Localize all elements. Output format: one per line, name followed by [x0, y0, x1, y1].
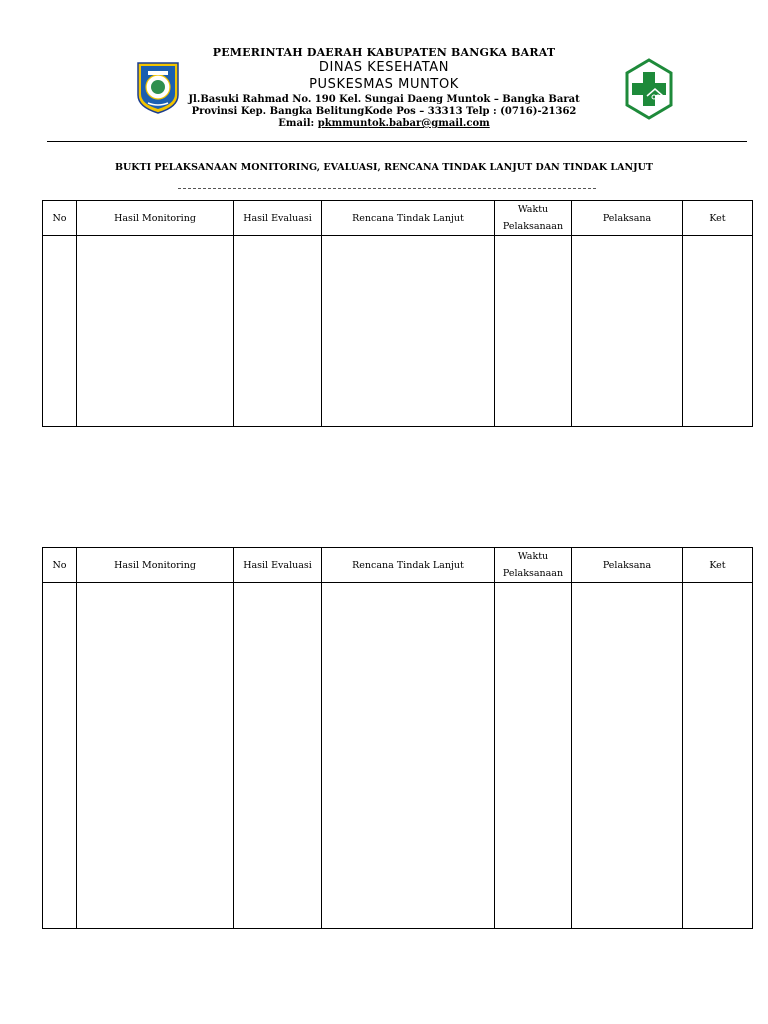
- cell-hasil-evaluasi[interactable]: [234, 583, 322, 929]
- cell-pelaksana[interactable]: [572, 583, 683, 929]
- cell-hasil-monitoring[interactable]: [77, 236, 234, 427]
- col-header-no: No: [43, 548, 77, 583]
- cell-no[interactable]: [43, 583, 77, 929]
- government-name: PEMERINTAH DAERAH KABUPATEN BANGKA BARAT: [212, 46, 556, 59]
- address-line-2: Provinsi Kep. Bangka BelitungKode Pos – 33313 Telp : (0716)-21362: [191, 106, 577, 117]
- col-header-hasil-monitoring: Hasil Monitoring: [77, 201, 234, 236]
- cell-no[interactable]: [43, 236, 77, 427]
- facility-name: PUSKESMAS MUNTOK: [309, 77, 459, 92]
- col-header-hasil-monitoring: Hasil Monitoring: [77, 548, 234, 583]
- cell-hasil-evaluasi[interactable]: [234, 236, 322, 427]
- address-line-1: Jl.Basuki Rahmad No. 190 Kel. Sungai Daeng Muntok – Bangka Barat: [188, 94, 580, 105]
- table-header-row: [43, 548, 753, 583]
- cell-hasil-monitoring[interactable]: [77, 583, 234, 929]
- cell-waktu-pelaksanaan[interactable]: [495, 236, 572, 427]
- col-header-rencana-tindak-lanjut: Rencana Tindak Lanjut: [322, 201, 495, 236]
- table-row: [43, 583, 753, 929]
- cell-ket[interactable]: [683, 583, 753, 929]
- col-header-pelaksana: Pelaksana: [572, 548, 683, 583]
- cell-waktu-pelaksanaan[interactable]: [495, 583, 572, 929]
- puskesmas-cross-icon: [624, 58, 674, 120]
- cell-rencana-tindak-lanjut[interactable]: [322, 583, 495, 929]
- col-header-ket: Ket: [683, 201, 753, 236]
- col-header-rencana-tindak-lanjut: Rencana Tindak Lanjut: [322, 548, 495, 583]
- title-dotted-line: [178, 188, 596, 189]
- cell-rencana-tindak-lanjut[interactable]: [322, 236, 495, 427]
- col-header-ket: Ket: [683, 548, 753, 583]
- table-header-row: [43, 201, 753, 236]
- department-name: DINAS KESEHATAN: [318, 60, 450, 75]
- monitoring-table-2: [42, 547, 753, 929]
- monitoring-table-1: [42, 200, 753, 427]
- col-header-waktu-pelaksanaan: Waktu Pelaksanaan: [495, 548, 572, 583]
- table-row: [43, 236, 753, 427]
- col-header-waktu-pelaksanaan: Waktu Pelaksanaan: [495, 201, 572, 236]
- document-title: BUKTI PELAKSANAAN MONITORING, EVALUASI, RENCANA TINDAK LANJUT DAN TINDAK LANJUT: [114, 162, 654, 173]
- col-header-hasil-evaluasi: Hasil Evaluasi: [234, 201, 322, 236]
- email-link[interactable]: pkmmuntok.babar@gmail.com: [317, 118, 490, 129]
- header-divider: [47, 141, 747, 142]
- cell-ket[interactable]: [683, 236, 753, 427]
- col-header-pelaksana: Pelaksana: [572, 201, 683, 236]
- cell-pelaksana[interactable]: [572, 236, 683, 427]
- col-header-hasil-evaluasi: Hasil Evaluasi: [234, 548, 322, 583]
- col-header-no: No: [43, 201, 77, 236]
- email-label: Email:: [278, 118, 318, 129]
